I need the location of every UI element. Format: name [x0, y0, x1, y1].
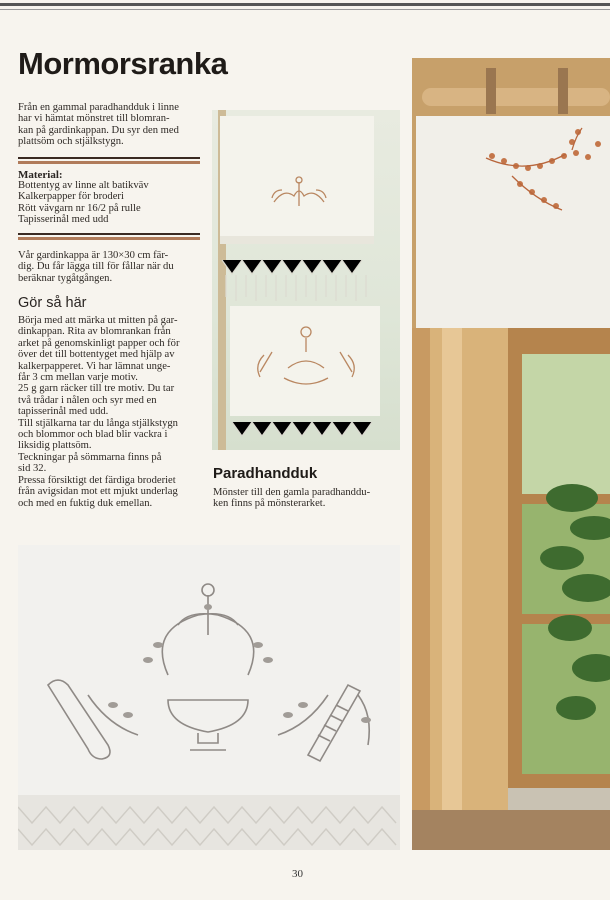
instruction-line: Till stjälkarna tar du långa stjälkstygn	[18, 417, 178, 429]
section-heading: Gör så här	[18, 295, 87, 311]
top-border-line	[0, 3, 610, 6]
size-line: Vår gardinkappa är 130×30 cm fär-	[18, 250, 169, 261]
page-title: Mormorsranka	[18, 46, 228, 81]
instruction-line: över det till bottentyget med hjälp av	[18, 349, 175, 361]
material-item: Kalkerpapper för broderi	[18, 191, 124, 203]
instruction-line: får 3 cm mellan varje motiv.	[18, 372, 138, 384]
curtain-window-photo	[412, 58, 610, 850]
caption-line: ken finns på mönsterarket.	[213, 498, 326, 510]
size-paragraph	[18, 250, 210, 284]
intro-line: Från en gammal paradhandduk i linne	[18, 102, 179, 113]
embroidery-illustration	[18, 545, 400, 850]
material-heading: Material:	[18, 169, 63, 181]
instruction-line: dinkappan. Rita av blomrankan från	[18, 326, 171, 338]
material-item: Rött vävgarn nr 16/2 på rulle	[18, 202, 141, 214]
instruction-line: tapisserinål med udd.	[18, 406, 109, 418]
instruction-line: liksidig plattsöm.	[18, 440, 92, 452]
instruction-line: två trådar i nålen och syr med en	[18, 394, 157, 406]
curtain-illustration	[412, 58, 610, 850]
instruction-line: och med en fuktig duk emellan.	[18, 497, 153, 509]
intro-line: kan på gardinkappan. Du syr den med	[18, 124, 179, 136]
towel-caption	[213, 487, 393, 510]
intro-line: har vi hämtat mönstret till blomran-	[18, 113, 170, 125]
instructions-paragraph	[18, 315, 216, 509]
material-rule-bottom-dark	[18, 233, 200, 235]
instruction-line: 25 g garn räcker till tre motiv. Du tar	[18, 383, 175, 395]
towel-photo	[212, 110, 400, 450]
embroidery-photo	[18, 545, 400, 850]
instruction-line: Teckningar på sömmarna finns på	[18, 451, 162, 463]
instruction-line: från avigsidan mot ett mjukt underlag	[18, 486, 178, 498]
caption-line: Mönster till den gamla paradhanddu-	[213, 487, 371, 498]
page-number: 30	[292, 868, 303, 880]
material-rule-top-dark	[18, 157, 200, 159]
instruction-line: sid 32.	[18, 463, 47, 475]
intro-paragraph	[18, 102, 210, 148]
towel-illustration	[212, 110, 400, 450]
material-rule-top-accent	[18, 161, 200, 164]
material-item: Bottentyg av linne alt batikväv	[18, 180, 149, 191]
material-item: Tapisserinål med udd	[18, 214, 109, 226]
intro-line: plattsöm och stjälkstygn.	[18, 136, 124, 148]
instruction-line: och blommor och blad blir vackra i	[18, 429, 168, 441]
top-border-line-thin	[0, 9, 610, 10]
size-line: beräknar tygåtgången.	[18, 272, 113, 284]
size-line: dig. Du får lägga till för fållar när du	[18, 261, 174, 273]
instruction-line: arket på genomskinligt papper och för	[18, 337, 180, 349]
towel-heading: Paradhandduk	[213, 465, 318, 482]
instruction-line: Börja med att märka ut mitten på gar-	[18, 315, 178, 326]
material-list	[18, 180, 210, 226]
instruction-line: kalkerpapperet. Vi har lämnat unge-	[18, 360, 171, 372]
instruction-line: Pressa försiktigt det färdiga broderiet	[18, 474, 176, 486]
material-rule-bottom-accent	[18, 237, 200, 240]
